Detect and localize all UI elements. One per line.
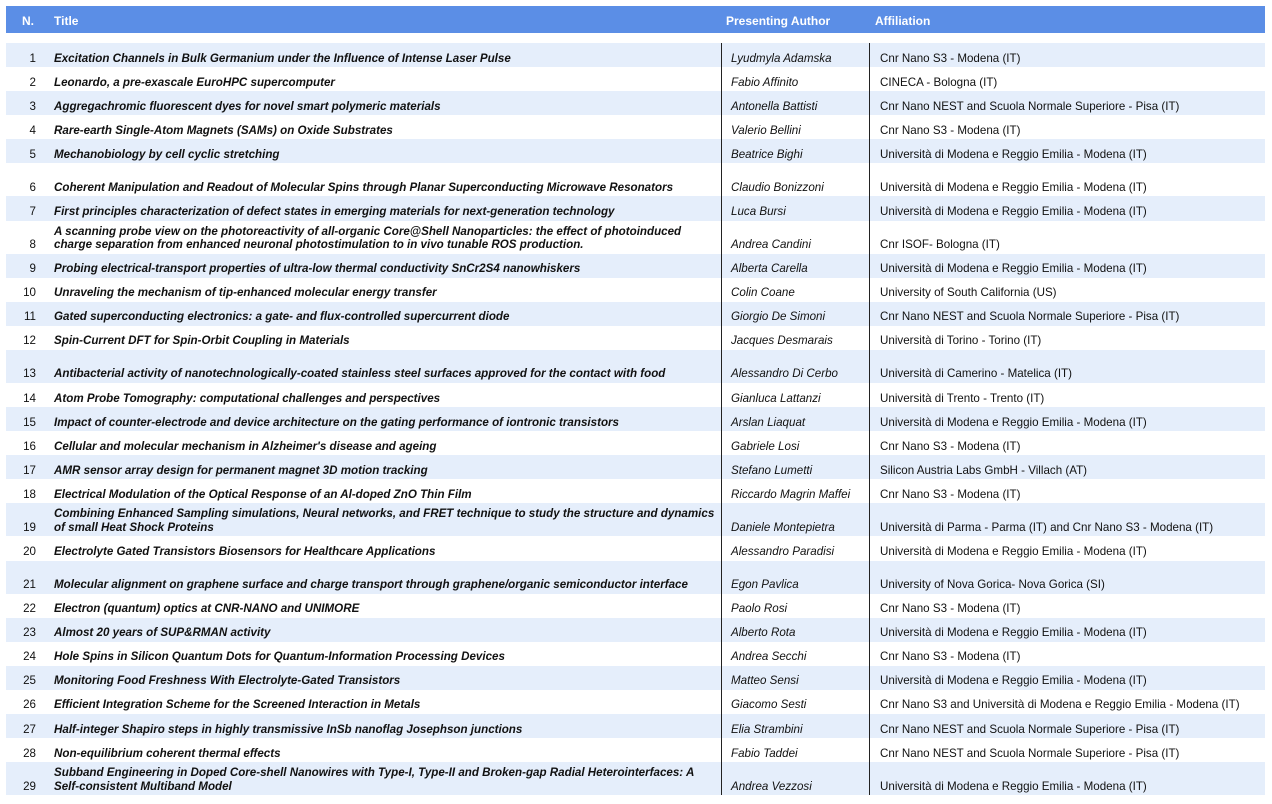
row-number: 6 xyxy=(29,180,36,194)
row-number: 8 xyxy=(29,238,36,252)
table-row xyxy=(6,479,1265,503)
affiliation: Università di Trento - Trento (IT) xyxy=(870,383,1266,407)
table-row xyxy=(6,221,1265,254)
presentation-title: Antibacterial activity of nanotechnologically-coated stainless steel surfaces approved for the contact with food xyxy=(44,350,722,383)
table-row xyxy=(6,139,1265,163)
presenting-author: Colin Coane xyxy=(722,278,870,302)
presentation-title: Almost 20 years of SUP&RMAN activity xyxy=(44,618,722,642)
affiliation: Università di Modena e Reggio Emilia - Modena (IT) xyxy=(870,666,1266,690)
row-number: 27 xyxy=(6,714,44,738)
presentation-title: Leonardo, a pre-exascale EuroHPC supercomputer xyxy=(54,75,335,89)
affiliation: Università di Modena e Reggio Emilia - Modena (IT) xyxy=(870,536,1266,560)
table-row xyxy=(6,561,1265,594)
presenting-author: Andrea Vezzosi xyxy=(722,762,870,795)
presentation-title: Non-equilibrium coherent thermal effects xyxy=(54,746,281,760)
presentations-table xyxy=(6,43,1265,795)
row-number: 9 xyxy=(6,254,44,278)
presenting-author: Lyudmyla Adamska xyxy=(722,43,870,67)
presentation-title: Aggregachromic fluorescent dyes for novel smart polymeric materials xyxy=(44,91,722,115)
row-number: 14 xyxy=(23,391,36,405)
presentation-title: Half-integer Shapiro steps in highly transmissive InSb nanoflag Josephson junctions xyxy=(44,714,722,738)
table-row xyxy=(6,43,1265,67)
row-number: 17 xyxy=(6,455,44,479)
affiliation: Università di Modena e Reggio Emilia - Modena (IT) xyxy=(870,407,1266,431)
row-number: 25 xyxy=(6,666,44,690)
table-header xyxy=(6,6,1265,33)
affiliation: Università di Parma - Parma (IT) and Cnr Nano S3 - Modena (IT) xyxy=(870,503,1266,536)
affiliation: Cnr Nano S3 - Modena (IT) xyxy=(870,431,1266,455)
table-row xyxy=(6,278,1265,302)
presentation-title: Probing electrical-transport properties of ultra-low thermal conductivity SnCr2S4 nanowhiskers xyxy=(44,254,722,278)
affiliation: Cnr ISOF- Bologna (IT) xyxy=(870,221,1266,254)
affiliation: CINECA - Bologna (IT) xyxy=(870,67,1266,91)
row-number: 18 xyxy=(23,487,36,501)
table-row xyxy=(6,326,1265,350)
presentation-title: Efficient Integration Scheme for the Screened Interaction in Metals xyxy=(54,698,421,712)
header-presenting-author: Presenting Author xyxy=(726,14,831,28)
presentation-title: Cellular and molecular mechanism in Alzheimer's disease and ageing xyxy=(54,439,437,453)
presentation-title: Electrical Modulation of the Optical Response of an Al-doped ZnO Thin Film xyxy=(54,487,472,501)
row-number: 7 xyxy=(6,196,44,220)
table-row xyxy=(6,536,1265,560)
presenting-author: Paolo Rosi xyxy=(722,594,870,618)
affiliation: Università di Modena e Reggio Emilia - Modena (IT) xyxy=(870,139,1266,163)
presentation-title: Subband Engineering in Doped Core-shell Nanowires with Type-I, Type-II and Broken-gap Radial Heterointerfaces: A Self-consistent Multiband Model xyxy=(44,762,722,795)
row-number: 10 xyxy=(23,286,36,300)
presenting-author: Matteo Sensi xyxy=(722,666,870,690)
affiliation: University of South California (US) xyxy=(870,278,1266,302)
presenting-author: Alberto Rota xyxy=(722,618,870,642)
presentation-title: A scanning probe view on the photoreactivity of all-organic Core@Shell Nanoparticles: the effect of photoinduced charge separation from enhanced neuronal photostimulation to in vivo tunable ROS production. xyxy=(54,224,682,252)
affiliation: Università di Camerino - Matelica (IT) xyxy=(870,350,1266,383)
presenting-author: Luca Bursi xyxy=(722,196,870,220)
affiliation: Università di Modena e Reggio Emilia - Modena (IT) xyxy=(870,163,1266,196)
table-row xyxy=(6,738,1265,762)
presentation-title: Rare-earth Single-Atom Magnets (SAMs) on Oxide Substrates xyxy=(54,123,393,137)
row-number: 29 xyxy=(6,762,44,795)
presentation-title: Excitation Channels in Bulk Germanium under the Influence of Intense Laser Pulse xyxy=(44,43,722,67)
presentation-title: Monitoring Food Freshness With Electrolyte-Gated Transistors xyxy=(44,666,722,690)
table-row xyxy=(6,350,1265,383)
table-row xyxy=(6,594,1265,618)
presenting-author: Gabriele Losi xyxy=(722,431,870,455)
table-row xyxy=(6,503,1265,536)
row-number: 23 xyxy=(6,618,44,642)
presenting-author: Gianluca Lattanzi xyxy=(722,383,870,407)
row-number: 16 xyxy=(23,439,36,453)
row-number: 2 xyxy=(29,75,36,89)
table-row xyxy=(6,618,1265,642)
presentation-title: Combining Enhanced Sampling simulations, Neural networks, and FRET technique to study the structure and dynamics of small Heat Shock Proteins xyxy=(44,503,722,536)
presenting-author: Antonella Battisti xyxy=(722,91,870,115)
row-number: 15 xyxy=(6,407,44,431)
affiliation: Università di Modena e Reggio Emilia - Modena (IT) xyxy=(870,196,1266,220)
presenting-author: Arslan Liaquat xyxy=(722,407,870,431)
presentation-title: Electron (quantum) optics at CNR-NANO and UNIMORE xyxy=(54,602,360,616)
presenting-author: Elia Strambini xyxy=(722,714,870,738)
affiliation: Cnr Nano S3 - Modena (IT) xyxy=(870,642,1266,666)
row-number: 19 xyxy=(6,503,44,536)
table-row xyxy=(6,383,1265,407)
row-number: 20 xyxy=(23,545,36,558)
affiliation: Cnr Nano S3 - Modena (IT) xyxy=(870,479,1266,503)
affiliation: Silicon Austria Labs GmbH - Villach (AT) xyxy=(870,455,1266,479)
table-row xyxy=(6,163,1265,196)
affiliation: Università di Torino - Torino (IT) xyxy=(870,326,1266,350)
table-row xyxy=(6,642,1265,666)
header-affiliation: Affiliation xyxy=(875,14,931,28)
row-number: 22 xyxy=(23,602,36,616)
table-row xyxy=(6,455,1265,479)
table-row xyxy=(6,91,1265,115)
row-number: 26 xyxy=(23,698,36,712)
presenting-author: Valerio Bellini xyxy=(722,115,870,139)
presentation-title: Molecular alignment on graphene surface and charge transport through graphene/organic semiconductor interface xyxy=(44,561,722,594)
table-row xyxy=(6,302,1265,326)
presentation-list xyxy=(6,6,1265,795)
row-number: 4 xyxy=(29,123,36,137)
row-number: 24 xyxy=(23,650,36,664)
table-row xyxy=(6,762,1265,795)
affiliation: Università di Modena e Reggio Emilia - Modena (IT) xyxy=(870,618,1266,642)
presentation-title: AMR sensor array design for permanent magnet 3D motion tracking xyxy=(44,455,722,479)
table-row xyxy=(6,254,1265,278)
table-row xyxy=(6,714,1265,738)
row-number: 12 xyxy=(23,334,36,348)
presenting-author: Riccardo Magrin Maffei xyxy=(722,479,870,503)
affiliation: Cnr Nano S3 and Università di Modena e Reggio Emilia - Modena (IT) xyxy=(870,690,1266,714)
presentation-title: Impact of counter-electrode and device architecture on the gating performance of iontronic transistors xyxy=(44,407,722,431)
table-row xyxy=(6,196,1265,220)
presenting-author: Giorgio De Simoni xyxy=(722,302,870,326)
table-row xyxy=(6,67,1265,91)
presenting-author: Stefano Lumetti xyxy=(722,455,870,479)
presentation-title: First principles characterization of defect states in emerging materials for next-generation technology xyxy=(44,196,722,220)
row-number: 5 xyxy=(6,139,44,163)
presenting-author: Fabio Affinito xyxy=(722,67,870,91)
row-number: 3 xyxy=(6,91,44,115)
affiliation: Cnr Nano S3 - Modena (IT) xyxy=(870,43,1266,67)
affiliation: Cnr Nano NEST and Scuola Normale Superiore - Pisa (IT) xyxy=(870,91,1266,115)
affiliation: Cnr Nano S3 - Modena (IT) xyxy=(870,115,1266,139)
row-number: 11 xyxy=(6,302,44,326)
presenting-author: Alessandro Di Cerbo xyxy=(722,350,870,383)
presenting-author: Andrea Secchi xyxy=(722,642,870,666)
row-number: 21 xyxy=(6,561,44,594)
presenting-author: Alessandro Paradisi xyxy=(722,536,870,560)
presenting-author: Jacques Desmarais xyxy=(722,326,870,350)
table-row xyxy=(6,431,1265,455)
row-number: 28 xyxy=(23,746,36,760)
presentation-title: Atom Probe Tomography: computational challenges and perspectives xyxy=(54,391,441,405)
presentation-title: Gated superconducting electronics: a gate- and flux-controlled supercurrent diode xyxy=(44,302,722,326)
presenting-author: Giacomo Sesti xyxy=(722,690,870,714)
presenting-author: Fabio Taddei xyxy=(722,738,870,762)
presenting-author: Daniele Montepietra xyxy=(722,503,870,536)
presenting-author: Andrea Candini xyxy=(722,221,870,254)
table-row xyxy=(6,407,1265,431)
affiliation: Cnr Nano NEST and Scuola Normale Superiore - Pisa (IT) xyxy=(870,738,1266,762)
row-number: 13 xyxy=(6,350,44,383)
presentation-title: Electrolyte Gated Transistors Biosensors for Healthcare Applications xyxy=(54,545,436,558)
presenting-author: Claudio Bonizzoni xyxy=(722,163,870,196)
row-number: 1 xyxy=(6,43,44,67)
affiliation: Cnr Nano NEST and Scuola Normale Superiore - Pisa (IT) xyxy=(870,714,1266,738)
header-number: N. xyxy=(22,14,34,28)
presentation-title: Coherent Manipulation and Readout of Molecular Spins through Planar Superconducting Microwave Resonators xyxy=(54,180,674,194)
header-title: Title xyxy=(54,14,79,28)
affiliation: Università di Modena e Reggio Emilia - Modena (IT) xyxy=(870,254,1266,278)
presentation-title: Hole Spins in Silicon Quantum Dots for Quantum-Information Processing Devices xyxy=(54,650,505,664)
affiliation: Università di Modena e Reggio Emilia - Modena (IT) xyxy=(870,762,1266,795)
presentation-title: Spin-Current DFT for Spin-Orbit Coupling in Materials xyxy=(54,334,350,348)
table-row xyxy=(6,666,1265,690)
presenting-author: Egon Pavlica xyxy=(722,561,870,594)
affiliation: Cnr Nano NEST and Scuola Normale Superiore - Pisa (IT) xyxy=(870,302,1266,326)
presentation-title: Mechanobiology by cell cyclic stretching xyxy=(44,139,722,163)
table-row xyxy=(6,690,1265,714)
presentation-title: Unraveling the mechanism of tip-enhanced molecular energy transfer xyxy=(54,286,437,300)
affiliation: Cnr Nano S3 - Modena (IT) xyxy=(870,594,1266,618)
table-row xyxy=(6,115,1265,139)
presenting-author: Alberta Carella xyxy=(722,254,870,278)
presenting-author: Beatrice Bighi xyxy=(722,139,870,163)
affiliation: University of Nova Gorica- Nova Gorica (SI) xyxy=(870,561,1266,594)
